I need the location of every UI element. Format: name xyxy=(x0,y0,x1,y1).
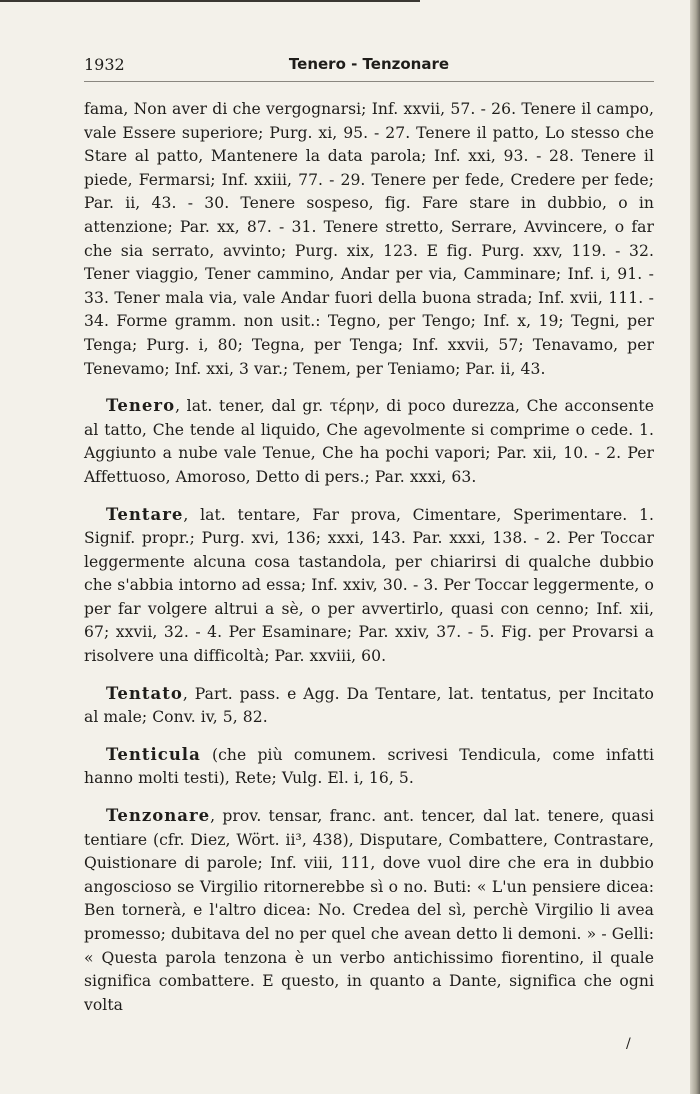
page-edge-shadow xyxy=(690,0,700,1094)
entry-continuation: fama, Non aver di che vergognarsi; Inf. xxvii, 57. - 26. Tenere il campo, vale Essere superiore; Purg. xi, 95. - 27. Tenere il patto, Lo stesso che Stare al patto, Mantenere la data parola; Inf. xxi, 93. - 28. Tenere il piede, Fermarsi; Inf. xxiii, 77. - 29. Tenere per fede, Credere per fede; Par. ii, 43. - 30. Tenere sospeso, fig. Fare stare in dubbio, o in attenzione; Par. xx, 87. - 31. Tenere stretto, Serrare, Avvincere, o far che sia serrato, avvinto; Purg. xix, 123. E fig. Purg. xxv, 119. - 32. Tener viaggio, Tener cammino, Andar per via, Camminare; Inf. i, 91. - 33. Tener mala via, vale Andar fuori della buona strada; Inf. xvii, 111. - 34. Forme gramm. non usit.: Tegno, per Tengo; Inf. x, 19; Tegni, per Tenga; Purg. i, 80; Tegna, per Tenga; Inf. xxvii, 57; Tenavamo, per Tenevamo; Inf. xxi, 3 var.; Tenem, per Teniamo; Par. ii, 43. xyxy=(84,100,654,378)
entry-tenticula: Tenticula (che più comunem. scrivesi Tendicula, come infatti hanno molti testi), Rete; Vulg. El. i, 16, 5. xyxy=(84,744,654,788)
headword: Tentare xyxy=(106,504,184,524)
entry-tentare: Tentare, lat. tentare, Far prova, Cimentare, Sperimentare. 1. Signif. propr.; Purg. xvi, 136; xxxi, 143. Par. xxxi, 138. - 2. Per Toccar leggermente alcuna cosa tastandola, per chiarirsi di qualche dubbio che s'abbia intorno ad essa; Inf. xxiv, 30. - 3. Per Toccar leggermente, o per far volgere altrui a sè, o per avvertirlo, quasi con cenno; Inf. xii, 67; xxvii, 32. - 4. Per Esaminare; Par. xxiv, 37. - 5. Fig. per Provarsi a risolvere una difficoltà; Par. xxviii, 60. xyxy=(84,504,654,666)
footer-mark: / xyxy=(626,1036,631,1052)
page-number: 1932 xyxy=(84,55,125,74)
running-title: Tenero - Tenzonare xyxy=(288,55,450,73)
headword: Tenzonare xyxy=(106,806,211,826)
entries-body xyxy=(84,98,654,1030)
headword: Tenero xyxy=(106,396,176,416)
page-header xyxy=(84,55,654,81)
header-rule xyxy=(84,81,654,82)
headword: Tentato xyxy=(106,683,183,703)
entry-tentato: Tentato, Part. pass. e Agg. Da Tentare, lat. tentatus, per Incitato al male; Conv. iv, 5, 82. xyxy=(84,683,654,727)
headword: Tenticula xyxy=(106,744,201,764)
top-edge-line xyxy=(0,0,420,2)
entry-tenero: Tenero, lat. tener, dal gr. τέρην, di poco durezza, Che acconsente al tatto, Che tende al liquido, Che agevolmente si comprime o cede. 1. Aggiunto a nube vale Tenue, Che ha pochi vapori; Par. xii, 10. - 2. Per Affettuoso, Amoroso, Detto di pers.; Par. xxxi, 63. xyxy=(84,396,654,486)
entry-tenzonare: Tenzonare, prov. tensar, franc. ant. tencer, dal lat. tenere, quasi tentiare (cfr. Diez, Wört. ii³, 438), Disputare, Combattere, Contrastare, Quistionare di parole; Inf. viii, 111, dove vuol dire che era in dubbio angoscioso se Virgilio ritornerebbe sì o no. Buti: « L'un pensiere dicea: Ben tornerà, e l'altro dicea: No. Credea del sì, perchè Virgilio li avea promesso; dubitava del no per quel che avean detto li demoni. » - Gelli: « Questa parola tenzona è un verbo antichissimo fiorentino, il quale significa combattere. E questo, in quanto a Dante, significa che ogni volta xyxy=(84,806,654,1014)
